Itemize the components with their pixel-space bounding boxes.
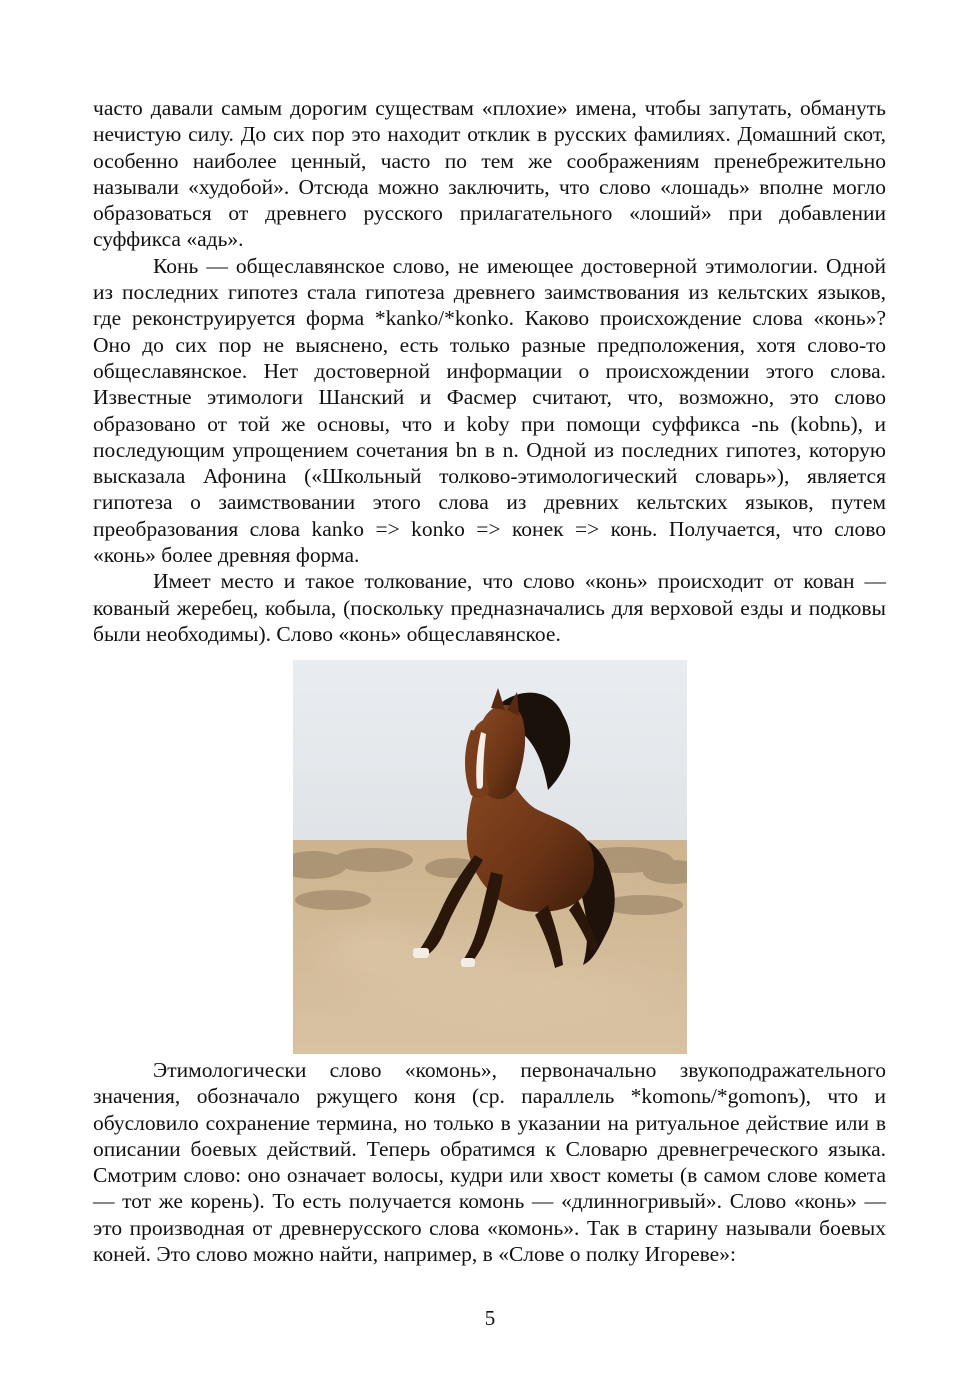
horse-photo [293,660,687,1054]
paragraph: Имеет место и такое толкование, что слово «конь» происходит от кован — кованый жеребец, кобыла, (поскольку предназначались для верховой езды и подковы были необходимы). Слово «конь» общеславянское. [93,569,886,646]
paragraph: часто давали самым дорогим существам «плохие» имена, чтобы запутать, обмануть нечистую силу. До сих пор это находит отклик в русских фамилиях. Домашний скот, особенно наиболее ценный, часто по тем же соображениям пренебрежительно называли «худобой». Отсюда можно заключить, что слово «лошадь» вполне могло образоваться от древнего русского прилагательного «лоший» при добавлении суффикса «адь». [93,96,886,252]
paragraph: Конь — общеславянское слово, не имеющее достоверной этимологии. Одной из последних гипотез стала гипотеза древнего заимствования из кельтских языков, где реконструируется форма *kanko/*konko. Каково происхождение слова «конь»? Оно до сих пор не выяснено, есть только разные предположения, хотя слово-то общеславянское. Нет достоверной информации о происхождении этого слова. Известные этимологи Шанский и Фасмер считают, что, возможно, это слово образовано от той же основы, что и koby при помощи суффикса -nь (kobnь), и последующим упрощением сочетания bn в n. Одной из последних гипотез, которую высказала Афонина («Школьный толково-этимологический словарь»), является гипотеза о заимствовании этого слова из древних кельтских языков, путем преобразования слова kanko => konko => конек => конь. Получается, что слово «конь» более древняя форма. [93,253,886,568]
text-block-top [93,95,886,647]
text-block-bottom [93,1057,886,1267]
paragraph: Этимологически слово «комонь», первоначально звукоподражательного значения, обозначало ржущего коня (ср. параллель *komonь/*gomonъ), что и обусловило сохранение термина, но только в указании на ритуальное действие или в описании боевых действий. Теперь обратимся к Словарю древнегреческого языка. Смотрим слово: оно означает волосы, кудри или хвост кометы (в самом слове комета — тот же корень). То есть получается комонь — «длинногривый». Слово «конь» — это производная от древнерусского слова «комонь». Так в старину называли боевых коней. Это слово можно найти, например, в «Слове о полку Игореве»: [93,1058,886,1267]
page-number: 5 [484,1306,496,1330]
